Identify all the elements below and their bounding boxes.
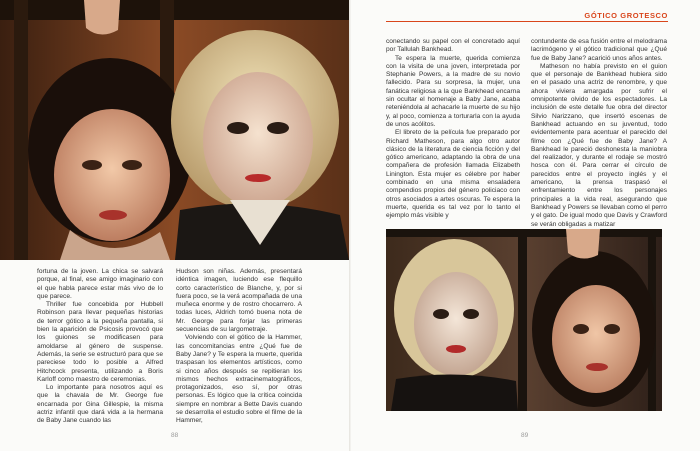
paragraph: Te espera la muerte, querida comienza con la visita de una joven, interpretada por Stephanie Powers, a la madre de su novio fallecido. Para su sorpresa, la mujer, una fanática religiosa a la que Bankhead encarna sin ocultar el homenaje a Baby Jane, acaba reteniéndola al achacarle la muerte de su hijo y, al poco, comienza a torturarla con la ayuda de unos acólitos. [386,54,520,128]
paragraph: contundente de esa fusión entre el melodrama lacrimógeno y el gótico tradicional que ¿Qué fue de Baby Jane? acarició unos años antes. [531,38,667,62]
film-still-right-illustration [386,229,662,411]
paragraph: Hudson son niñas. Además, presentará idéntica imagen, luciendo ese flequillo corto característico de Blanche, y, por si fuera poco, se la verá acompañada de una muñeca enorme y de rostro chocarrero. A todas luces, Aldrich tomó buena nota de Mr. George para forjar las primeras secuencias de su largometraje. [176,268,302,334]
right-page-column-2 [531,38,667,229]
header-rule [386,21,668,22]
left-page-column-2 [176,268,302,426]
page-gutter [349,0,351,451]
paragraph: El libreto de la película fue preparado por Richard Matheson, para algo otro autor clásico de la literatura de ciencia ficción y del gótico americano, adaptando la obra de una compañera de profesión llamada Elizabeth Linington. Esta mujer es célebre por haber combinado en una misma ensaladera compendios propios del género policiaco con otros asociados a artes oscuras. Te espera la muerte, querida es tal vez por lo tanto el ejemplo más visible y [386,129,520,220]
paragraph: Lo importante para nosotros aquí es que la chavala de Mr. George fue encarnada por Gina Gillespie, la misma actriz infantil que dará vida a la hermana de Baby Jane cuando las [37,384,163,425]
page-number-right: 89 [521,432,529,439]
film-still-right [386,229,662,411]
film-still-left-illustration [0,0,349,260]
paragraph: fortuna de la joven. La chica se salvará porque, al final, ese amigo imaginario con el que habla parece estar más vivo de lo que parece. [37,268,163,300]
paragraph: Thriller fue concebida por Hubbell Robinson para llevar pequeñas historias de terror gótico a la pequeña pantalla, si bien la aparición de Psicosis provocó que los guiones se modificasen para amoldarse al género de suspense. Además, la serie se estructuró para que se pareciese todo lo posible a Alfred Hitchcock presenta, utilizando a Boris Karloff como maestro de ceremonias. [37,301,163,383]
paragraph: conectando su papel con el concretado aquí por Tallulah Bankhead. [386,38,520,54]
page-number-left: 88 [171,432,179,439]
left-page-column-1 [37,268,163,426]
film-still-left [0,0,349,260]
paragraph: Volviendo con el gótico de la Hammer, las concomitancias entre ¿Qué fue de Baby Jane? y Te espera la muerte, querida traspasan los elementos artísticos, como si cinco años después se repitieran los mismos hechos extracinematográficos, protagonizados, eso sí, por otras personas. Es lógico que la crítica coincida siempre en nombrar a Bette Davis cuando se desarrolla el estudio sobre el filme de la Hammer, [176,334,302,425]
paragraph: Matheson no había previsto en el guion que el personaje de Bankhead hubiera sido en el pasado una actriz de renombre, y que ahora viviera amargada por sufrir el omnipotente olvido de los espectadores. La inclusión de este detalle fue obra del director Silvio Narizzano, que insertó escenas de Bankhead actuando en su juventud, todo evidentemente para acentuar el parecido del filme con ¿Qué fue de Baby Jane? A Bankhead le pareció deshonesta la maniobra del realizador, y durante el rodaje se mostró hosca con él. Para cerrar el círculo de parecidos entre el proyecto inglés y el americano, la prensa traspasó el enfrentamiento entre los personajes principales a la vida real, asegurando que Bankhead y Powers se llevaban como el perro y el gato. De igual modo que Davis y Crawford se verán obligadas a matizar [531,62,667,228]
right-page-column-1 [386,38,520,221]
section-title: GÓTICO GROTESCO [584,11,668,20]
